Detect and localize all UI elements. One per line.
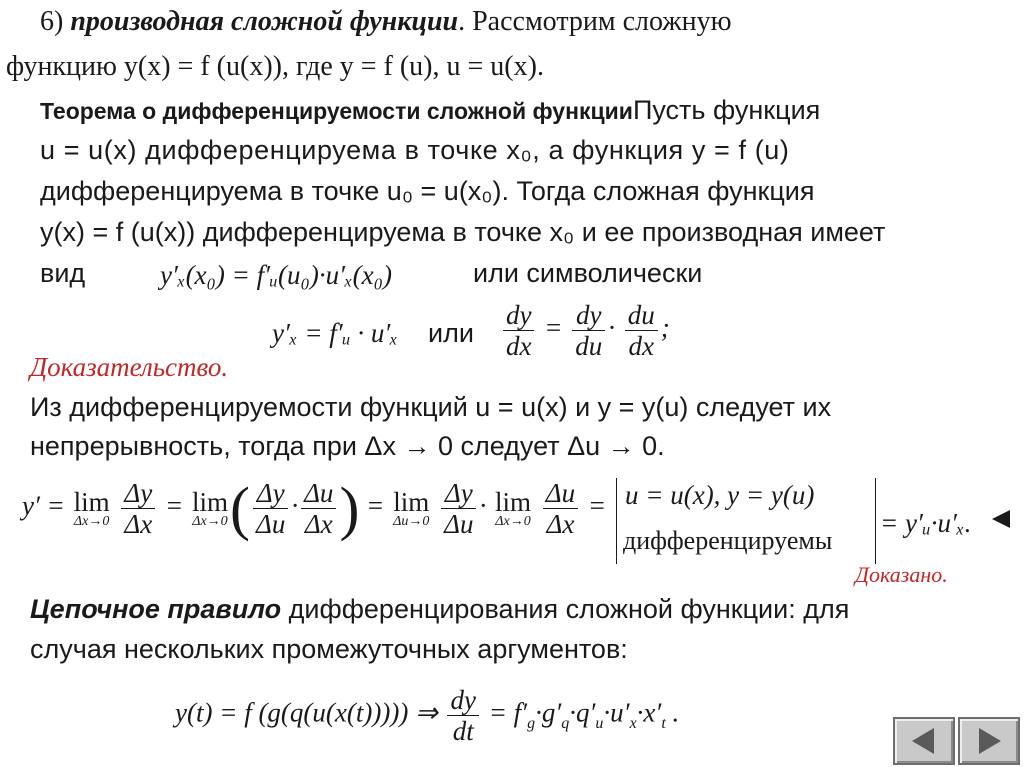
or-text: или bbox=[428, 318, 474, 348]
theorem-line-4: y(x) = f (u(x)) дифференцируема в точке x₀ и ее производная имеет bbox=[40, 217, 886, 247]
theorem-line-1 bbox=[40, 93, 820, 128]
section-heading bbox=[40, 5, 732, 39]
leibniz-formula: $\frac{dy}{dx}$ = $\frac{dy}{du}$ · $\frac{du}{dx}$ ; bbox=[500, 300, 670, 361]
derivative-formula-point: y′ₓ(x₀) = f′ᵤ(u₀)·u′ₓ(x₀) bbox=[160, 260, 393, 290]
or-symbolic-text: или символически bbox=[473, 258, 703, 288]
chain-rule-formula: y(t) = f (g(q(u(x(t))))) ⇒ $\frac{dy}{dt}$ = $f'_g\cdot g'_q\cdot q'_u\cdot u'_x\cdot x'_t$ . bbox=[175, 685, 680, 746]
vid-word: вид bbox=[40, 258, 86, 288]
theorem-title: Теорема о дифференцируемости сложной функции bbox=[40, 98, 633, 124]
proved-label: Доказано. bbox=[855, 562, 948, 587]
section-title: производная сложной функции bbox=[70, 6, 459, 37]
theorem-intro: Пусть функция bbox=[632, 95, 821, 125]
chain-rule-line-2: случая нескольких промежуточных аргументов: bbox=[30, 634, 628, 664]
derivative-formula-short: y′ₓ = f′ᵤ · u′ₓ bbox=[272, 318, 398, 348]
chain-rule-line-1 bbox=[30, 592, 849, 626]
condition-functions: u = u(x), y = y(u) bbox=[625, 480, 815, 510]
chain-rule-intro: дифференцирования сложной функции: для bbox=[281, 594, 850, 624]
proof-line-1: Из дифференцируемости функций u = u(x) и y = y(u) следует их bbox=[30, 392, 832, 422]
limit-equation: y′ = lim Δx→0 $\frac{\Delta y}{\Delta x}$ = lim Δx→0 ( $\frac{\Delta y}{\Delta u}$ · $\frac{\Delta u}{\Delta x}$ ) = lim Δu→0 $\frac{\Delta y}{\Delta u}$ · lim Δx→0 $\frac{\Delta u}{\Delta x}$ = bbox=[22, 475, 607, 542]
back-button[interactable] bbox=[893, 717, 955, 765]
theorem-line-3: дифференцируема в точке u₀ = u(x₀). Тогда сложная функция bbox=[40, 176, 815, 206]
triangle-left-icon bbox=[912, 728, 934, 754]
triangle-right-icon bbox=[979, 728, 1001, 754]
section-intro: . Рассмотрим сложную bbox=[458, 6, 732, 37]
section-number: 6) bbox=[40, 6, 71, 37]
heading-line-2: функцию y(x) = f (u(x)), где y = f (u), u = u(x). bbox=[6, 51, 544, 82]
condition-block bbox=[616, 478, 876, 564]
limit-result: = y′ᵤ·u′ₓ. bbox=[880, 508, 972, 538]
chain-rule-title: Цепочное правило bbox=[30, 594, 282, 624]
proof-line-2: непрерывность, тогда при Δx → 0 следует Δu → 0. bbox=[30, 431, 665, 461]
next-button[interactable] bbox=[958, 717, 1020, 765]
theorem-line-2: u = u(x) дифференцируема в точке x₀, а функция y = f (u) bbox=[40, 135, 790, 165]
condition-differentiable: дифференцируемы bbox=[623, 526, 833, 555]
proof-label: Доказательство. bbox=[30, 352, 229, 382]
theorem-line-5 bbox=[40, 256, 85, 290]
pointer-arrow-icon bbox=[992, 510, 1010, 528]
